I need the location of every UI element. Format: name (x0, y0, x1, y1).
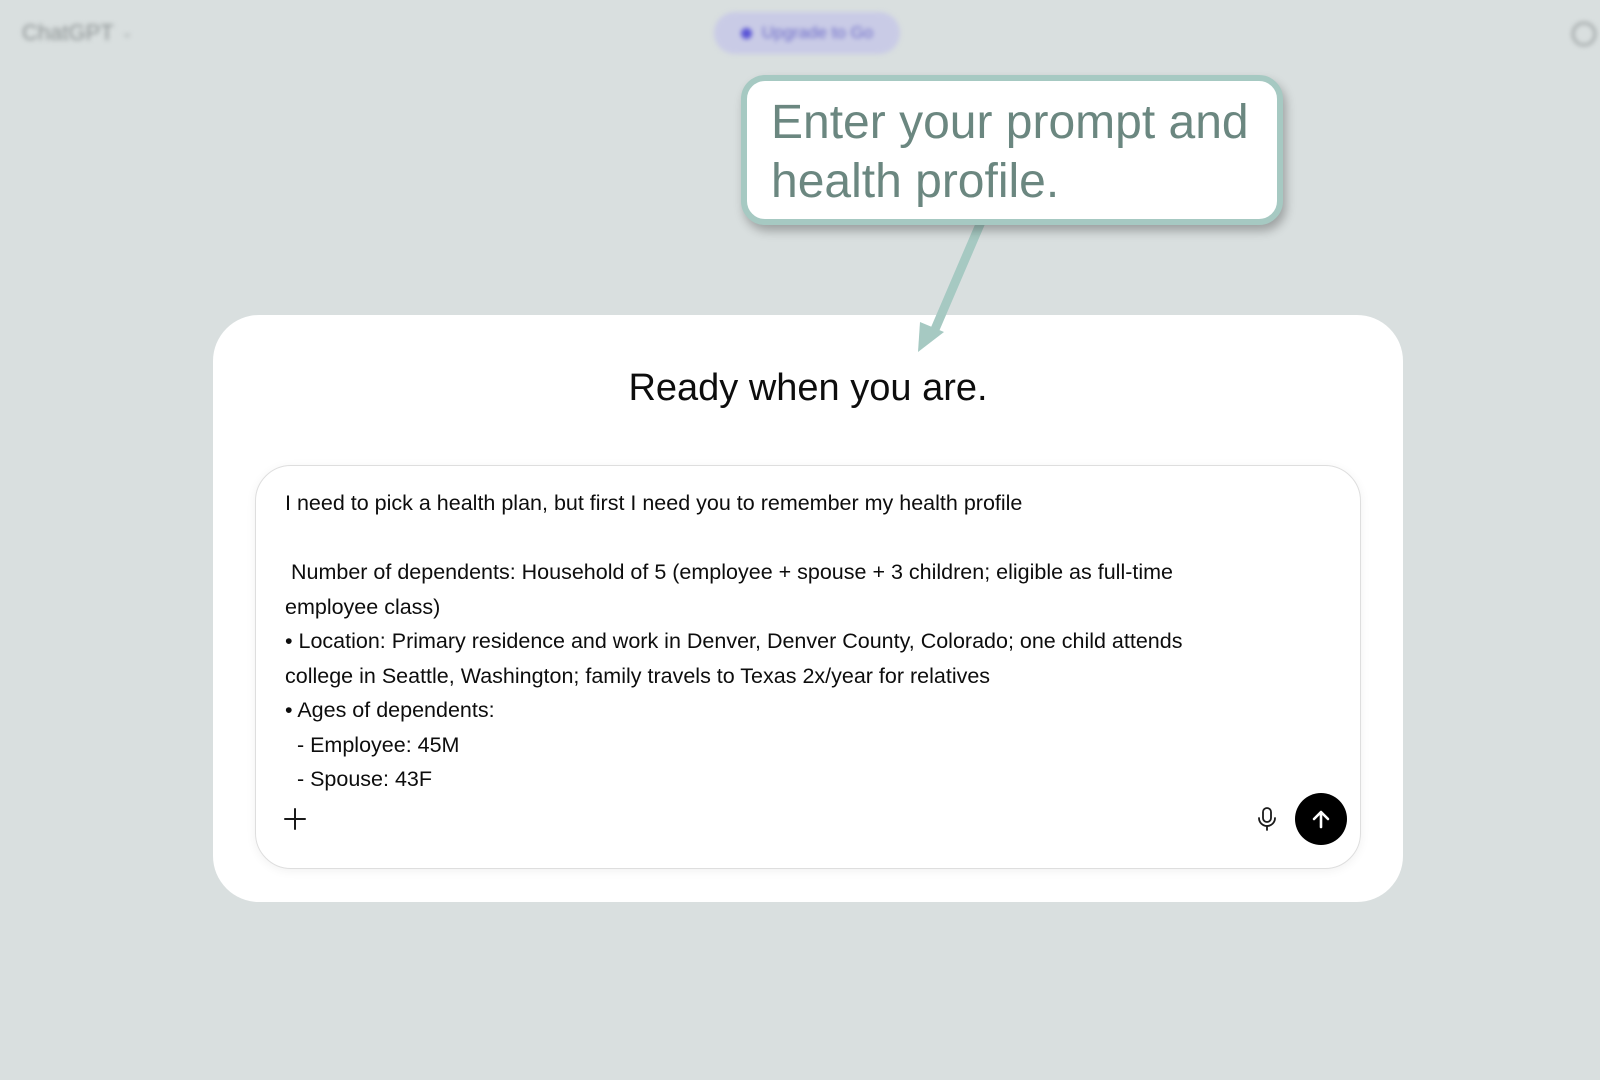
arrow-up-icon (1309, 807, 1333, 831)
dictate-button[interactable] (1252, 804, 1282, 834)
prompt-line: employee class) (285, 594, 441, 619)
top-header (0, 0, 1600, 64)
add-attachment-button[interactable] (280, 804, 310, 834)
sparkle-icon (741, 28, 752, 39)
prompt-line: college in Seattle, Washington; family travels to Texas 2x/year for relatives (285, 663, 991, 688)
callout-line-1: Enter your prompt and (771, 96, 1249, 149)
callout-text (771, 93, 1271, 211)
prompt-line: I need to pick a health plan, but first I need you to remember my health profile (285, 491, 1023, 515)
callout-box (741, 75, 1283, 225)
microphone-icon (1256, 806, 1278, 832)
prompt-line (285, 521, 1295, 556)
plus-icon (283, 807, 307, 831)
chevron-down-icon: ⌄ (121, 25, 133, 40)
page-headline: Ready when you are. (628, 367, 988, 409)
prompt-line: Number of dependents: Household of 5 (employee + spouse + 3 children; eligible as full-time (285, 560, 1173, 584)
callout-line-2: health profile. (771, 155, 1060, 208)
prompt-line: - Employee: 45M (285, 732, 460, 757)
model-selector[interactable] (22, 20, 133, 46)
prompt-composer[interactable] (255, 465, 1361, 869)
model-selector-label: ChatGPT (22, 20, 114, 45)
upgrade-button[interactable] (714, 12, 900, 54)
prompt-line: • Location: Primary residence and work in Denver, Denver County, Colorado; one child attends (285, 629, 1183, 653)
prompt-input[interactable] (285, 486, 1295, 797)
upgrade-label: Upgrade to Go (761, 23, 874, 42)
temporary-chat-icon[interactable] (1572, 22, 1596, 46)
prompt-line: • Ages of dependents: (285, 698, 495, 722)
send-button[interactable] (1295, 793, 1347, 845)
prompt-line: - Spouse: 43F (285, 767, 432, 791)
main-card (213, 315, 1403, 902)
